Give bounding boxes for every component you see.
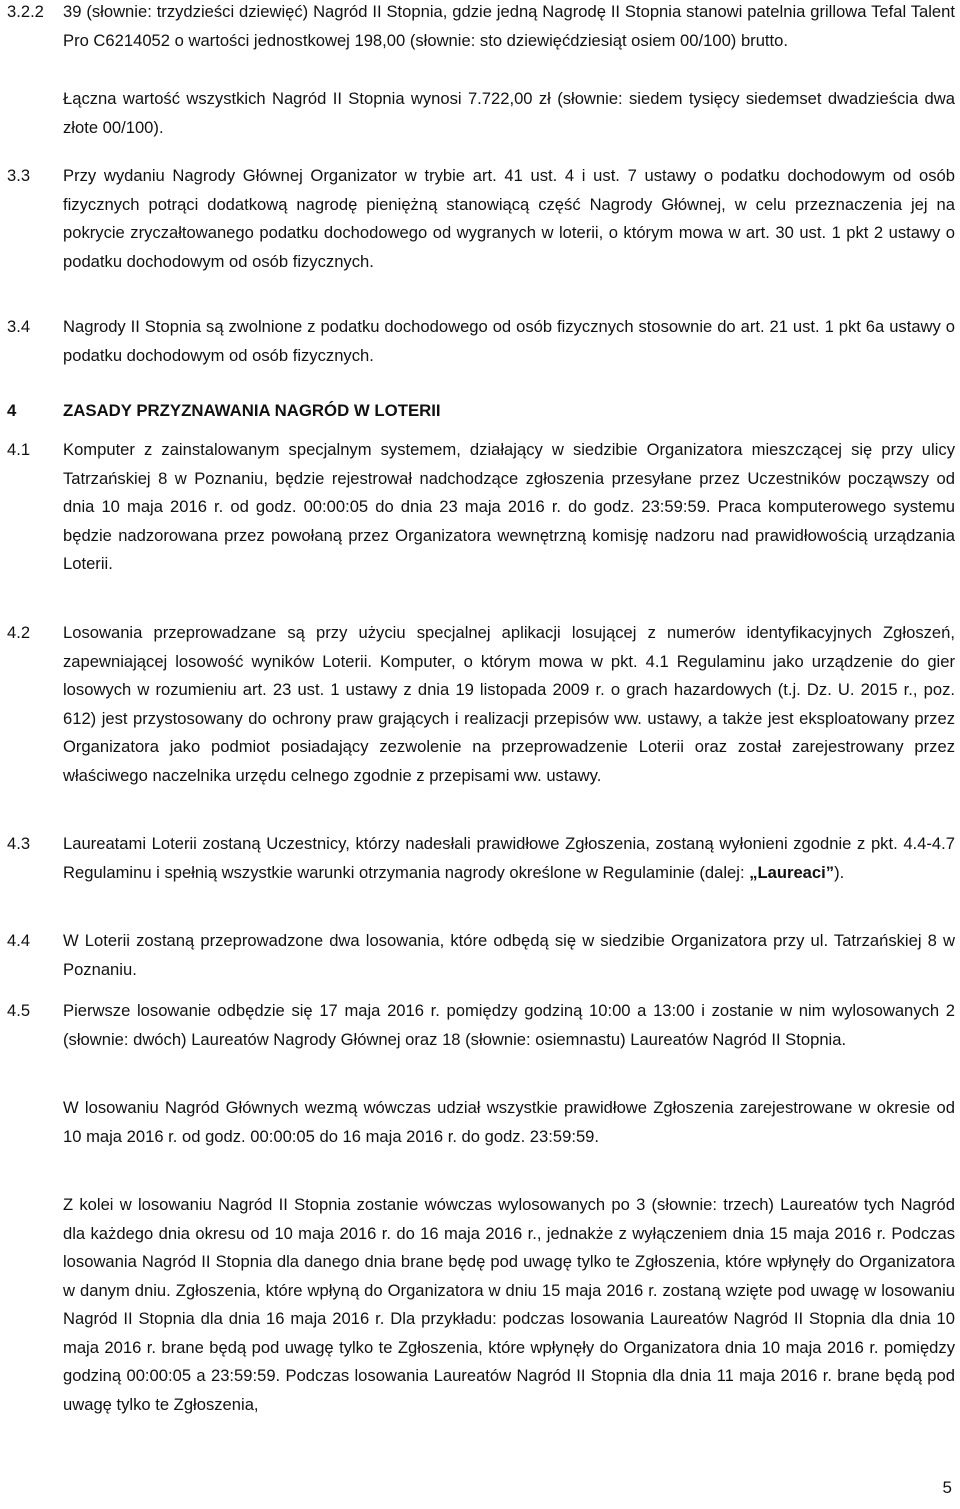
section-3-4 — [7, 313, 955, 370]
section-4-3 — [7, 830, 955, 887]
section-4-5 — [7, 997, 955, 1054]
section-number: 4.5 — [7, 1001, 31, 1020]
section-text: Pierwsze losowanie odbędzie się 17 maja 2016 r. pomiędzy godziną 10:00 a 13:00 i zostanie w nim wylosowanych 2 (słownie: dwóch) Laureatów Nagrody Głównej oraz 18 (słownie: osiemnastu) Laureatów Nagród II Stopnia. — [63, 1001, 955, 1049]
section-number: 4.4 — [7, 931, 31, 950]
section-number: 3.2.2 — [7, 2, 44, 21]
section-text: Losowania przeprowadzane są przy użyciu specjalnej aplikacji losującej z numerów identyfikacyjnych Zgłoszeń, zapewniającej losowość wyników Loterii. Komputer, o którym mowa w pkt. 4.1 Regulaminu jako urządzenie do gier losowych w rozumieniu art. 23 ust. 1 ustawy z dnia 19 listopada 2009 r. o grach hazardowych (t.j. Dz. U. 2015 r., poz. 612) jest przystosowany do ochrony praw grających i realizacji przepisów ww. ustawy, a także jest eksploatowany przez Organizatora jako podmiot posiadający zezwolenie na przeprowadzenie Loterii oraz został zarejestrowany przez właściwego naczelnika urzędu celnego zgodnie z przepisami ww. ustawy. — [63, 623, 955, 785]
section-text: 39 (słownie: trzydzieści dziewięć) Nagród II Stopnia, gdzie jedną Nagrodę II Stopnia stanowi patelnia grillowa Tefal Talent Pro C6214052 o wartości jednostkowej 198,00 (słownie: sto dziewięćdziesiąt osiem 00/100) brutto. — [63, 2, 955, 50]
heading-4 — [7, 397, 955, 426]
heading-number: 4 — [7, 401, 17, 420]
section-text-after: ). — [834, 862, 845, 882]
section-text: Przy wydaniu Nagrody Głównej Organizator w trybie art. 41 ust. 4 i ust. 7 ustawy o podatku dochodowym od osób fizycznych potrąci dodatkową nagrodę pieniężną stanowiącą część Nagrody Głównej, w celu przeznaczenia jej na pokrycie zryczałtowanego podatku dochodowego od wygranych w loterii, o którym mowa w art. 30 ust. 1 pkt 2 ustawy o podatku dochodowym od osób fizycznych. — [63, 166, 955, 271]
section-4-1 — [7, 436, 955, 579]
section-4-5-p2 — [7, 1094, 955, 1151]
section-text: Komputer z zainstalowanym specjalnym systemem, działający w siedzibie Organizatora mieszczącej się przy ulicy Tatrzańskiej 8 w Poznaniu, będzie rejestrował nadchodzące zgłoszenia przesyłane przez Uczestników począwszy od dnia 10 maja 2016 r. od godz. 00:00:05 do dnia 23 maja 2016 r. do godz. 23:59:59. Praca komputerowego systemu będzie nadzorowana przez powołaną przez Organizatora wewnętrzną komisję nadzoru nad prawidłowością urządzania Loterii. — [63, 440, 955, 573]
section-4-2 — [7, 619, 955, 790]
section-text: W Loterii zostaną przeprowadzone dwa losowania, które odbędą się w siedzibie Organizatora przy ul. Tatrzańskiej 8 w Poznaniu. — [63, 931, 955, 979]
laureaci-term: „Laureaci” — [749, 862, 835, 882]
section-3-2-2-total — [7, 85, 955, 142]
section-4-5-p3 — [7, 1191, 955, 1419]
section-text: Z kolei w losowaniu Nagród II Stopnia zostanie wówczas wylosowanych po 3 (słownie: trzech) Laureatów tych Nagród dla każdego dnia okresu od 10 maja 2016 r. do 16 maja 2016 r., jednakże z wyłączeniem dnia 15 maja 2016 r. Podczas losowania Nagród II Stopnia dla danego dnia brane będę pod uwagę tylko te Zgłoszenia, które wpłynęły do Organizatora w danym dniu. Zgłoszenia, które wpłyną do Organizatora w dniu 15 maja 2016 r. zostaną wzięte pod uwagę w losowaniu Nagród II Stopnia dla dnia 16 maja 2016 r. Dla przykładu: podczas losowania Laureatów Nagród II Stopnia dla dnia 10 maja 2016 r. brane będą pod uwagę tylko te Zgłoszenia, które wpłynęły do Organizatora dnia 10 maja 2016 r. pomiędzy godziną 00:00:05 a 23:59:59. Podczas losowania Laureatów Nagród II Stopnia dla dnia 11 maja 2016 r. brane będą pod uwagę tylko te Zgłoszenia, — [63, 1195, 955, 1414]
section-4-4 — [7, 927, 955, 984]
section-3-2-2 — [7, 0, 955, 55]
section-text: W losowaniu Nagród Głównych wezmą wówczas udział wszystkie prawidłowe Zgłoszenia zarejestrowane w okresie od 10 maja 2016 r. od godz. 00:00:05 do 16 maja 2016 r. do godz. 23:59:59. — [63, 1098, 955, 1146]
section-text-before: Laureatami Loterii zostaną Uczestnicy, którzy nadesłali prawidłowe Zgłoszenia, zostaną wyłonieni zgodnie z pkt. 4.4-4.7 Regulaminu i spełnią wszystkie warunki otrzymania nagrody określone w Regulaminie (dalej: — [63, 834, 955, 882]
section-number: 4.2 — [7, 623, 31, 642]
section-text: Nagrody II Stopnia są zwolnione z podatku dochodowego od osób fizycznych stosownie do art. 21 ust. 1 pkt 6a ustawy o podatku dochodowym od osób fizycznych. — [63, 317, 955, 365]
section-number: 3.4 — [7, 317, 31, 336]
section-number: 4.3 — [7, 834, 31, 853]
page-number: 5 — [942, 1478, 952, 1497]
section-text: Łączna wartość wszystkich Nagród II Stopnia wynosi 7.722,00 zł (słownie: siedem tysięcy siedemset dwadzieścia dwa złote 00/100). — [63, 89, 955, 137]
heading-title: ZASADY PRZYZNAWANIA NAGRÓD W LOTERII — [63, 401, 441, 420]
section-number: 4.1 — [7, 440, 31, 459]
section-text — [63, 830, 955, 887]
section-number: 3.3 — [7, 166, 31, 185]
section-3-3 — [7, 162, 955, 276]
